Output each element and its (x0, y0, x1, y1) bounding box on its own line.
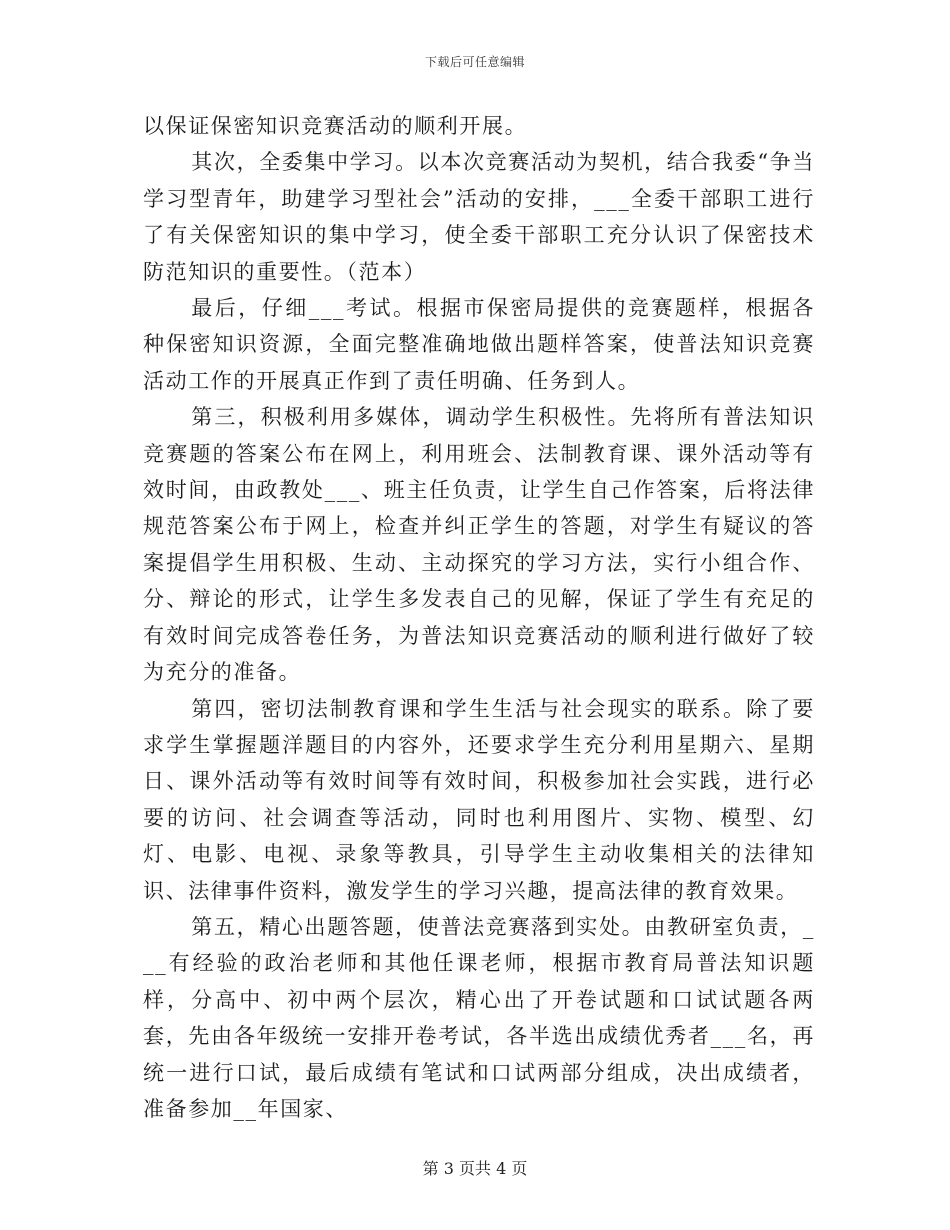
paragraph-fourth: 第四，密切法制教育课和学生生活与社会现实的联系。除了要求学生掌握题洋题目的内容外，还要求学生充分利用星期六、星期日、课外活动等有效时间等有效时间，积极参加社会实践，进行必要的访问、社会调查等活动，同时也利用图片、实物、模型、幻灯、电影、电视、录象等教具，引导学生主动收集相关的法律知识、法律事件资料，激发学生的学习兴趣，提高法律的教育效果。 (143, 696, 815, 903)
paragraph-third: 第三，积极利用多媒体，调动学生积极性。先将所有普法知识竞赛题的答案公布在网上，利用班会、法制教育课、课外活动等有效时间，由政教处___、班主任负责，让学生自己作答案，后将法律规范答案公布于网上，检查并纠正学生的答题，对学生有疑议的答案提倡学生用积极、生动、主动探究的学习方法，实行小组合作、分、辩论的形式，让学生多发表自己的见解，保证了学生有充足的有效时间完成答卷任务，为普法知识竞赛活动的顺利进行做好了较为充分的准备。 (143, 405, 815, 685)
paragraph-fifth: 第五，精心出题答题，使普法竞赛落到实处。由教研室负责，___有经验的政治老师和其他任课老师，根据市教育局普法知识题样，分高中、初中两个层次，精心出了开卷试题和口试试题各两套，先由各年级统一安排开卷考试，各半选出成绩优秀者___名，再统一进行口试，最后成绩有笔试和口试两部分组成，决出成绩者，准备参加__年国家、 (143, 914, 815, 1121)
paragraph-continuation: 以保证保密知识竞赛活动的顺利开展。 (143, 114, 528, 138)
paragraph-last-step: 最后，仔细___考试。根据市保密局提供的竞赛题样，根据各种保密知识资源，全面完整准确地做出题样答案，使普法知识竞赛活动工作的开展真正作到了责任明确、任务到人。 (143, 296, 815, 393)
page-footer: 第 3 页共 4 页 (422, 1159, 528, 1178)
document-body (143, 108, 815, 1127)
page-header: 下载后可任意编辑 (424, 55, 525, 69)
paragraph-second: 其次，全委集中学习。以本次竞赛活动为契机，结合我委“争当学习型青年，助建学习型社会”活动的安排，___全委干部职工进行了有关保密知识的集中学习，使全委干部职工充分认识了保密技术防范知识的重要性。（范本） (143, 150, 815, 284)
